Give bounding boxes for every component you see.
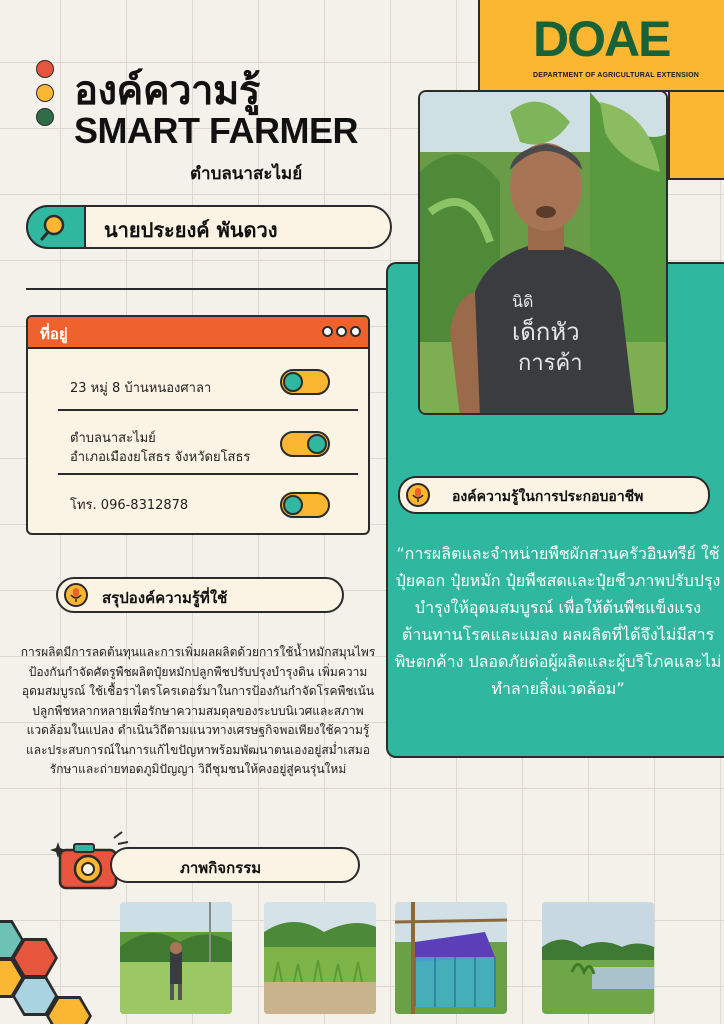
occupation-heading-pill	[398, 476, 710, 514]
page-title: องค์ความรู้	[74, 68, 260, 114]
window-dot-icon	[350, 326, 361, 337]
name-bar-icon-box	[26, 205, 86, 249]
toggle-icon	[280, 431, 330, 457]
summary-text: การผลิตมีการลดต้นทุนและการเพิ่มผลผลิตด้วยการใช้น้ำหมักสมุนไพรป้องกันกำจัดศัตรูพืชผลิตปุ๋ยหมักปลูกพืชปรับปรุงบำรุงดิน เพิ่มความอุดมสมบูรณ์ ใช้เชื้อราไตรโครเดอร์มาในการป้องกันกำจัดโรคพืชเน้นปลูกพืชหลากหลายเพื่อรักษาความสมดุลของระบบนิเวศและสภาพแวดล้อมในแปลง ดำเนินวิถีตามแนวทางเศรษฐกิจพอเพียงใช้ความรู้และประสบการณ์ในการแก้ไขปัญหาพร้อมพัฒนาตนเองอยู่สม่ำเสมอ รักษาและถ่ายทอดภูมิปัญญา วิถีชุมชนให้คงอยู่สู่คนรุ่นใหม่	[20, 645, 376, 776]
phone-line: โทร. 096-8312878	[70, 498, 189, 513]
summary-heading-pill	[56, 577, 344, 613]
toggle-icon	[280, 492, 330, 518]
green-dot	[36, 108, 54, 126]
row-divider	[58, 473, 358, 475]
person-name: นายประยงค์ พันดวง	[104, 218, 278, 242]
red-dot	[36, 60, 54, 78]
doae-logo: DOAE	[533, 11, 670, 67]
subdistrict-label: ตำบลนาสะไมย์	[190, 164, 303, 184]
yellow-dot	[36, 84, 54, 102]
activity-photo-2	[264, 902, 376, 1014]
district-province-line: อำเภอเมืองยโสธร จังหวัดยโสธร	[70, 450, 251, 465]
divider	[26, 288, 392, 290]
activity-photo-3	[395, 902, 507, 1014]
shirt-print-line3: การค้า	[518, 351, 583, 376]
activity-photo-1	[120, 902, 232, 1014]
page-subtitle: SMART FARMER	[74, 110, 358, 151]
row-divider	[58, 409, 358, 411]
microphone-icon	[64, 583, 88, 607]
window-dot-icon	[322, 326, 333, 337]
address-line: 23 หมู่ 8 บ้านหนองศาลา	[70, 381, 212, 396]
shirt-print-line1: นิดิ	[512, 292, 534, 311]
address-card	[26, 315, 370, 535]
subdistrict-line: ตำบลนาสะไมย์	[70, 431, 156, 446]
activity-heading-pill	[110, 847, 360, 883]
activity-heading: ภาพกิจกรรม	[180, 859, 262, 877]
address-card-title: ที่อยู่	[40, 325, 68, 343]
farmer-photo	[418, 90, 668, 415]
shirt-print-line2: เด็กหัว	[512, 318, 580, 346]
search-icon	[28, 207, 84, 247]
address-card-header	[28, 317, 368, 349]
doae-logo-subtitle: DEPARTMENT OF AGRICULTURAL EXTENSION	[533, 72, 699, 79]
activity-photo-4	[542, 902, 654, 1014]
occupation-heading: องค์ความรู้ในการประกอบอาชีพ	[452, 489, 644, 505]
summary-heading: สรุปองค์ความรู้ที่ใช้	[102, 589, 228, 607]
toggle-icon	[280, 369, 330, 395]
window-dot-icon	[336, 326, 347, 337]
microphone-icon	[406, 483, 430, 507]
occupation-quote: “การผลิตและจำหน่ายพืชผักสวนครัวอินทรีย์ ใช้ปุ๋ยคอก ปุ๋ยหมัก ปุ๋ยพืชสดและปุ๋ยชีวภาพปรับปรุงบำรุงให้อุดมสมบูรณ์ เพื่อให้ต้นพืชแข็งแรง ต้านทานโรคและแมลง ผลผลิตที่ได้จึงไม่มีสารพิษตกค้าง ปลอดภัยต่อผู้ผลิตและผู้บริโภคและไม่ทำลายสิ่งแวดล้อม”	[394, 544, 722, 698]
